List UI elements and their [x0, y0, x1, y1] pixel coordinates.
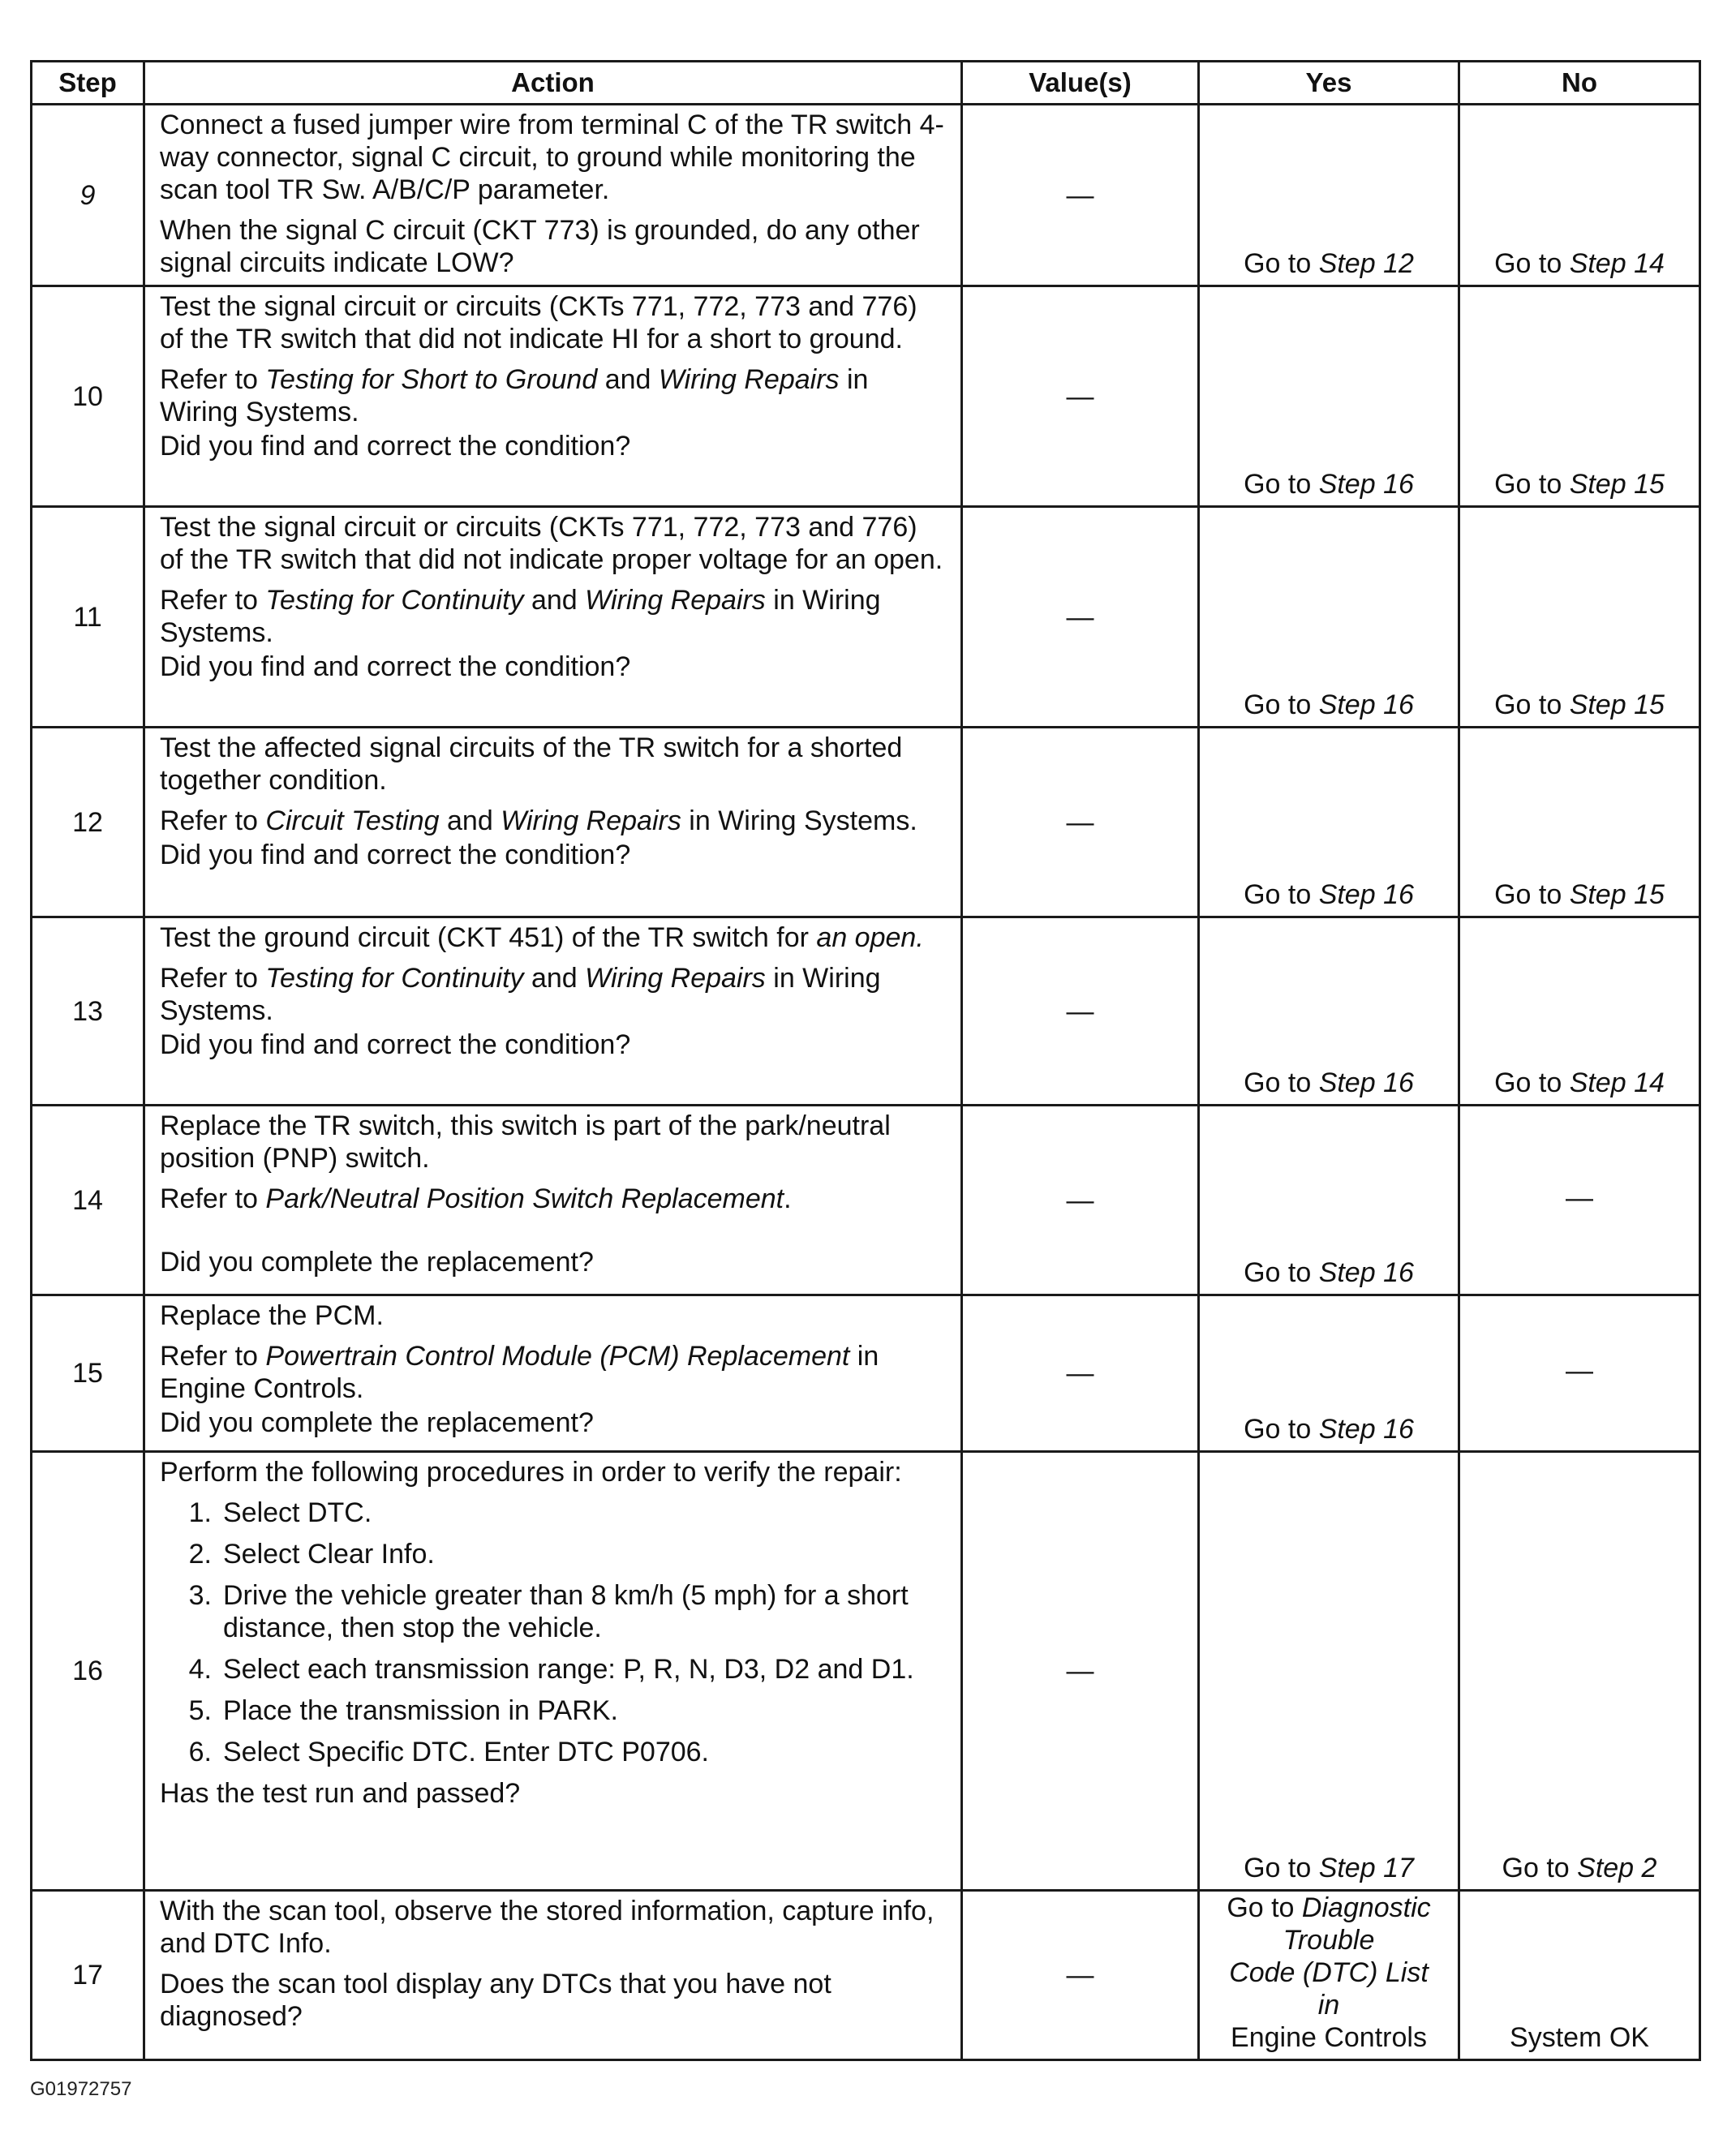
- yes-cell: Go to Step 16: [1199, 917, 1459, 1106]
- action-cell: [144, 1891, 962, 2060]
- no-cell: Go to Step 15: [1459, 507, 1700, 728]
- step-link: Step 16: [1318, 879, 1414, 910]
- table-row: [32, 1106, 1700, 1295]
- header-step: Step: [32, 62, 144, 105]
- step-link: Step 16: [1318, 1067, 1414, 1098]
- header-yes: Yes: [1199, 62, 1459, 105]
- step-number: 13: [32, 917, 144, 1106]
- action-text: Test the affected signal circuits of the TR switch for a shorted together condition.: [160, 732, 903, 796]
- value-cell: —: [962, 1452, 1199, 1891]
- list-item: 6. Select Specific DTC. Enter DTC P0706.: [188, 1737, 710, 1767]
- action-cell: [144, 1295, 962, 1452]
- reference-text: Refer to Park/Neutral Position Switch Replacement.: [160, 1183, 792, 1214]
- question-text: Did you complete the replacement?: [160, 1247, 594, 1278]
- action-text: With the scan tool, observe the stored information, capture info, and DTC Info.: [160, 1896, 935, 1959]
- step-number: 9: [32, 105, 144, 286]
- value-cell: —: [962, 917, 1199, 1106]
- step-link: Step 14: [1569, 1067, 1665, 1098]
- yes-cell: Go to Step 16: [1199, 507, 1459, 728]
- table-row: [32, 507, 1700, 728]
- diagnostic-table: [30, 60, 1701, 2061]
- step-number: 10: [32, 286, 144, 507]
- step-number: 16: [32, 1452, 144, 1891]
- yes-cell: Go to Step 12: [1199, 105, 1459, 286]
- yes-cell: Go to Diagnostic Trouble Code (DTC) List in Engine Controls: [1199, 1891, 1459, 2060]
- list-item: 5. Place the transmission in PARK.: [188, 1695, 618, 1726]
- action-text: Test the signal circuit or circuits (CKTs 771, 772, 773 and 776) of the TR switch that did not indicate HI for a short to ground.: [160, 291, 917, 354]
- yes-cell: Go to Step 16: [1199, 728, 1459, 917]
- no-cell: Go to Step 15: [1459, 728, 1700, 917]
- reference-text: Refer to Testing for Continuity and Wiring Repairs in Wiring Systems.: [160, 963, 881, 1026]
- action-cell: [144, 507, 962, 728]
- action-text: Replace the TR switch, this switch is part of the park/neutral position (PNP) switch.: [160, 1110, 891, 1174]
- step-link: Step 14: [1569, 248, 1665, 279]
- step-link: Step 12: [1318, 248, 1414, 279]
- header-row: [32, 62, 1700, 105]
- step-number: 12: [32, 728, 144, 917]
- list-item: 3. Drive the vehicle greater than 8 km/h (5 mph) for a short distance, then stop the vehicle.: [188, 1580, 909, 1643]
- table-row: [32, 286, 1700, 507]
- question-text: Did you find and correct the condition?: [160, 431, 631, 462]
- action-text: Test the ground circuit (CKT 451) of the TR switch for an open.: [160, 922, 924, 953]
- action-text: Perform the following procedures in order to verify the repair:: [160, 1457, 902, 1488]
- step-link: Step 15: [1569, 689, 1665, 720]
- action-text: Test the signal circuit or circuits (CKTs 771, 772, 773 and 776) of the TR switch that did not indicate proper voltage for an open.: [160, 512, 943, 575]
- no-cell: Go to Step 15: [1459, 286, 1700, 507]
- procedure-list: [160, 1497, 946, 1768]
- reference-text: Refer to Testing for Short to Ground and Wiring Repairs in Wiring Systems.: [160, 364, 869, 427]
- value-cell: —: [962, 105, 1199, 286]
- action-cell: [144, 917, 962, 1106]
- list-item: 4. Select each transmission range: P, R, N, D3, D2 and D1.: [188, 1654, 914, 1685]
- step-link: Step 15: [1569, 469, 1665, 500]
- yes-cell: Go to Step 16: [1199, 286, 1459, 507]
- question-text: Did you find and correct the condition?: [160, 651, 631, 682]
- step-number: 15: [32, 1295, 144, 1452]
- question-text: Has the test run and passed?: [160, 1778, 521, 1809]
- action-cell: [144, 1452, 962, 1891]
- step-number: 11: [32, 507, 144, 728]
- header-values: Value(s): [962, 62, 1199, 105]
- question-text: Did you complete the replacement?: [160, 1407, 594, 1438]
- step-link: Step 16: [1318, 1414, 1414, 1445]
- step-link: Step 2: [1577, 1853, 1657, 1883]
- table-row: [32, 1452, 1700, 1891]
- yes-cell: Go to Step 16: [1199, 1106, 1459, 1295]
- no-cell: Go to Step 14: [1459, 105, 1700, 286]
- step-number: 14: [32, 1106, 144, 1295]
- no-cell: System OK: [1459, 1891, 1700, 2060]
- question-text: Does the scan tool display any DTCs that you have not diagnosed?: [160, 1969, 831, 2032]
- action-cell: [144, 286, 962, 507]
- value-cell: —: [962, 286, 1199, 507]
- list-item: 1. Select DTC.: [188, 1497, 372, 1528]
- question-text: When the signal C circuit (CKT 773) is grounded, do any other signal circuits indicate LOW?: [160, 215, 920, 278]
- no-cell: —: [1459, 1106, 1700, 1295]
- table-row: [32, 105, 1700, 286]
- action-cell: [144, 728, 962, 917]
- table-row: [32, 1891, 1700, 2060]
- question-text: Did you find and correct the condition?: [160, 1029, 631, 1060]
- header-no: No: [1459, 62, 1700, 105]
- step-link: Step 16: [1318, 469, 1414, 500]
- step-link: Step 15: [1569, 879, 1665, 910]
- value-cell: —: [962, 1891, 1199, 2060]
- figure-id: G01972757: [30, 2078, 132, 2100]
- value-cell: —: [962, 507, 1199, 728]
- reference-text: Refer to Powertrain Control Module (PCM) Replacement in Engine Controls.: [160, 1341, 879, 1404]
- step-number: 17: [32, 1891, 144, 2060]
- value-cell: —: [962, 728, 1199, 917]
- action-text: Replace the PCM.: [160, 1300, 384, 1331]
- step-link: Step 16: [1318, 689, 1414, 720]
- value-cell: —: [962, 1106, 1199, 1295]
- action-cell: [144, 1106, 962, 1295]
- step-link: Step 17: [1318, 1853, 1414, 1883]
- action-cell: [144, 105, 962, 286]
- no-cell: Go to Step 14: [1459, 917, 1700, 1106]
- question-text: Did you find and correct the condition?: [160, 840, 631, 870]
- table-row: [32, 728, 1700, 917]
- reference-text: Refer to Circuit Testing and Wiring Repairs in Wiring Systems.: [160, 805, 917, 836]
- action-text: Connect a fused jumper wire from terminal C of the TR switch 4-way connector, signal C circuit, to ground while monitoring the scan tool TR Sw. A/B/C/P parameter.: [160, 110, 944, 205]
- no-cell: Go to Step 2: [1459, 1452, 1700, 1891]
- table-row: [32, 917, 1700, 1106]
- yes-cell: Go to Step 16: [1199, 1295, 1459, 1452]
- value-cell: —: [962, 1295, 1199, 1452]
- reference-text: Refer to Testing for Continuity and Wiring Repairs in Wiring Systems.: [160, 585, 881, 648]
- table-row: [32, 1295, 1700, 1452]
- yes-cell: Go to Step 17: [1199, 1452, 1459, 1891]
- no-cell: —: [1459, 1295, 1700, 1452]
- step-link: Step 16: [1318, 1257, 1414, 1288]
- header-action: Action: [144, 62, 962, 105]
- list-item: 2. Select Clear Info.: [188, 1539, 435, 1570]
